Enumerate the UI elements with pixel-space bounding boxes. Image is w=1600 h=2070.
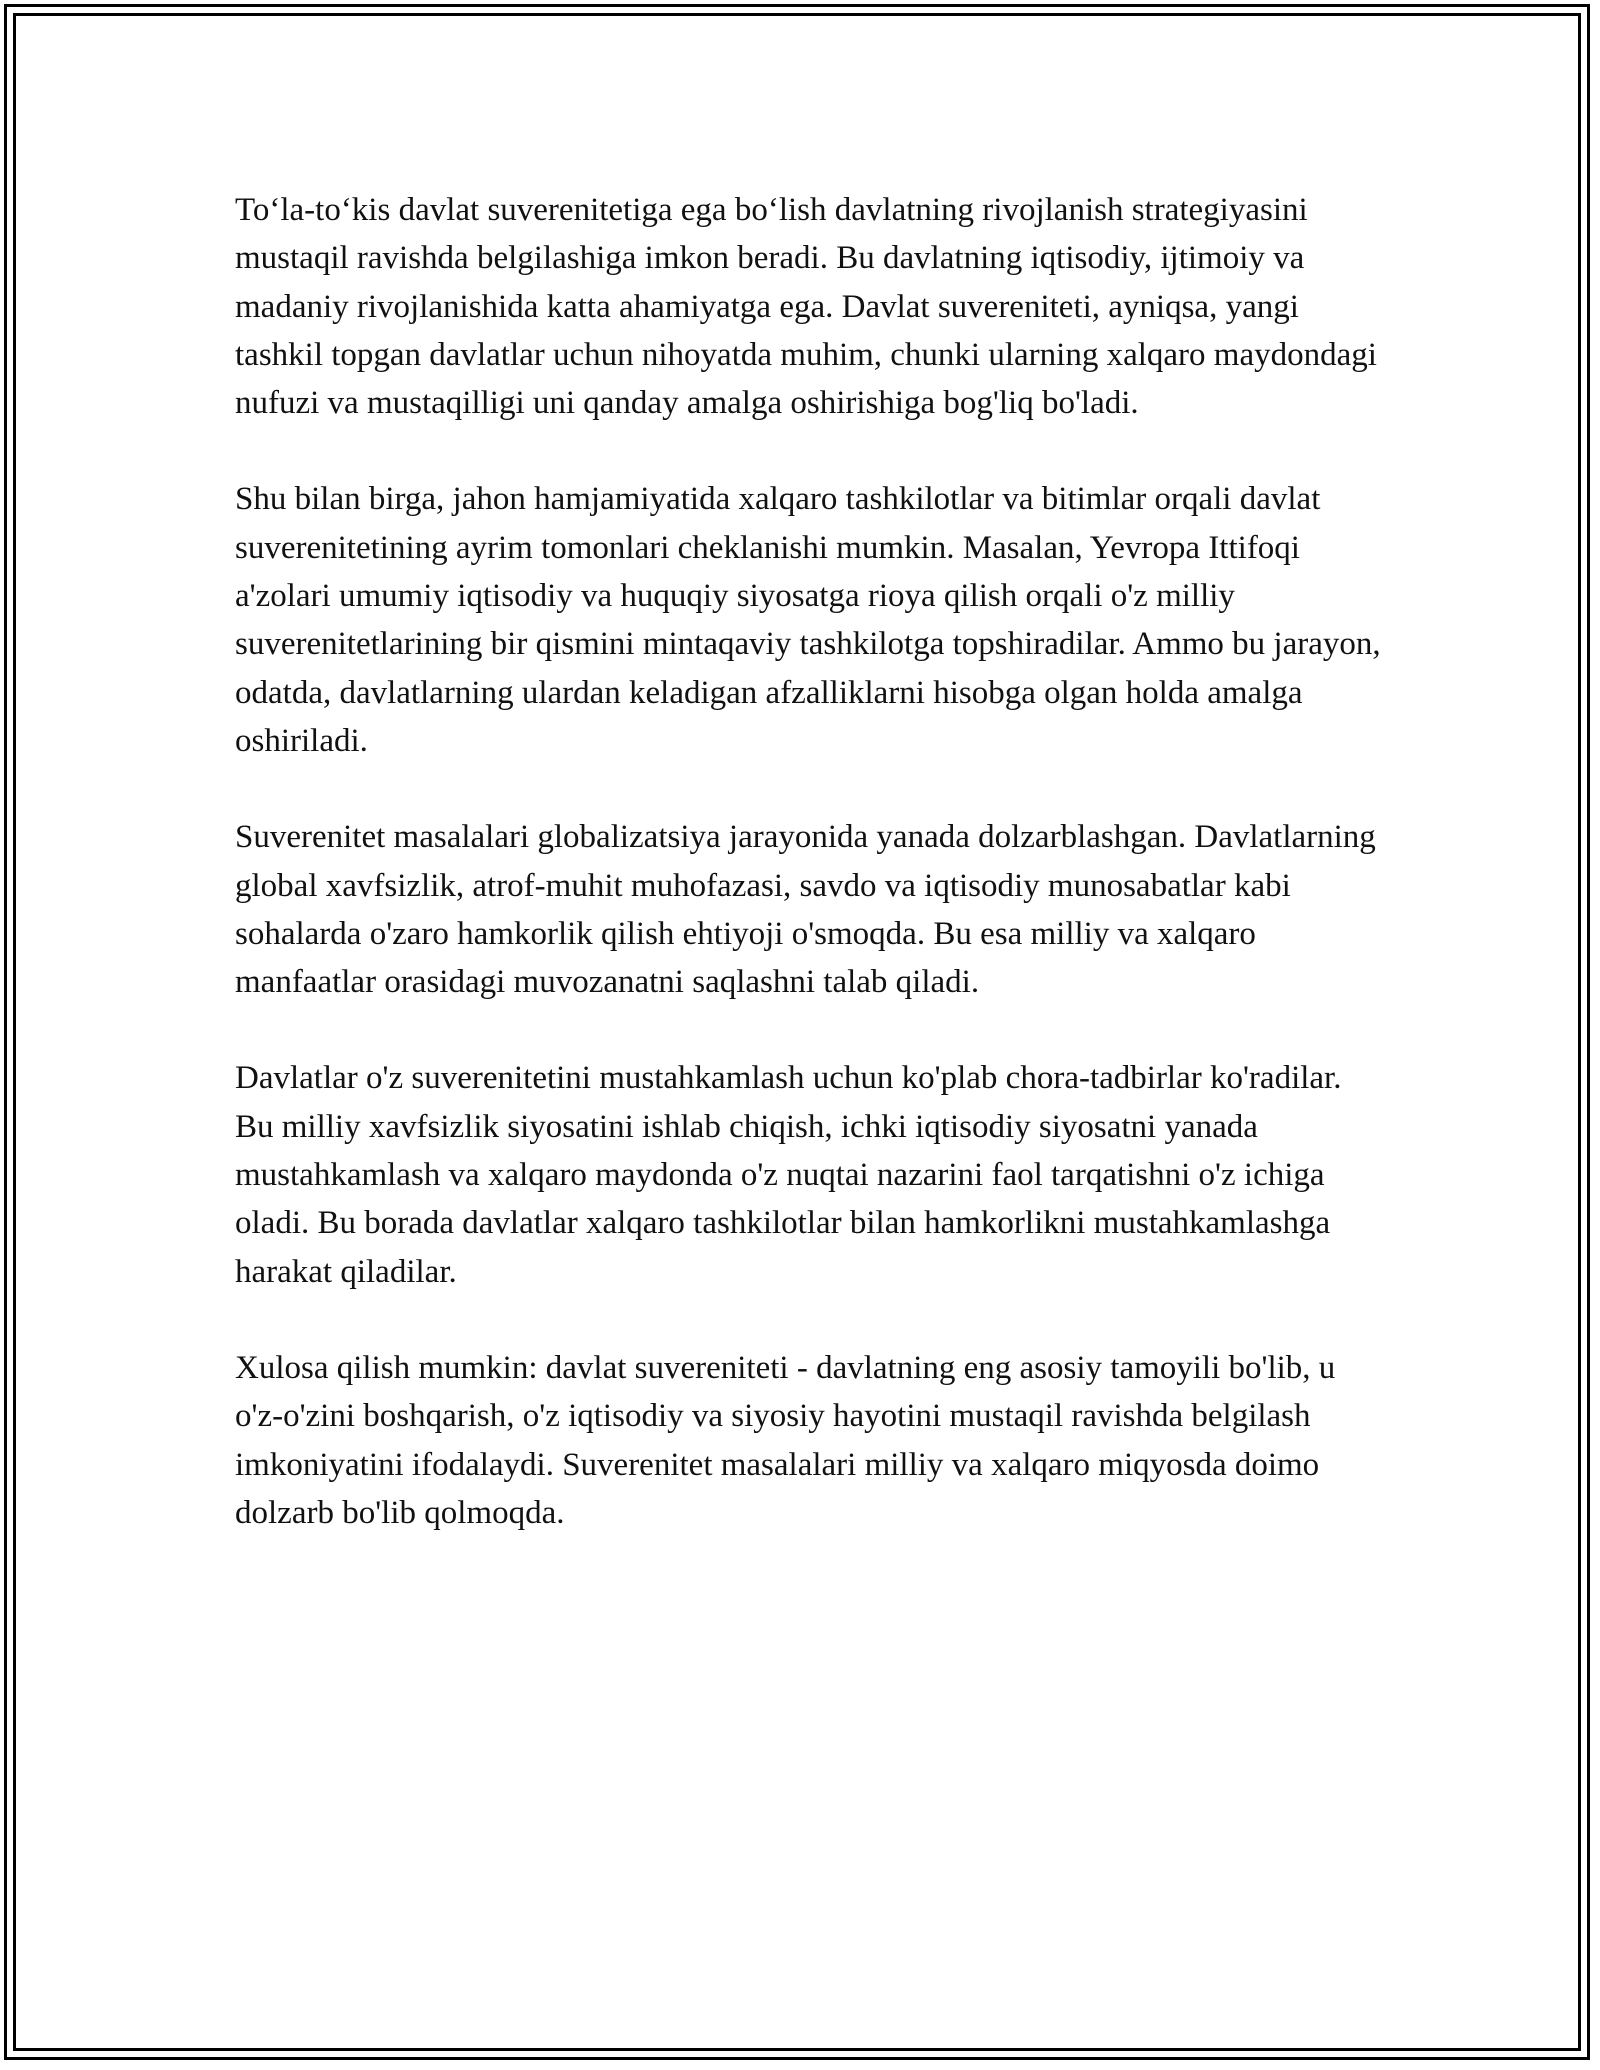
document-body (235, 186, 1385, 1585)
paragraph-1: To‘la-to‘kis davlat suverenitetiga ega bo‘lish davlatning rivojlanish strategiyasini mustaqil ravishda belgilashiga imkon beradi. Bu davlatning iqtisodiy, ijtimoiy va madaniy rivojlanishida katta ahamiyatga ega. Davlat suvereniteti, ayniqsa, yangi tashkil topgan davlatlar uchun nihoyatda muhim, chunki ularning xalqaro maydondagi nufuzi va mustaqilligi uni qanday amalga oshirishiga bog'liq bo'ladi. (235, 192, 1377, 422)
paragraph-5: Xulosa qilish mumkin: davlat suvereniteti - davlatning eng asosiy tamoyili bo'lib, u o'z-o'zini boshqarish, o'z iqtisodiy va siyosiy hayotini mustaqil ravishda belgilash imkoniyatini ifodalaydi. Suverenitet masalalari milliy va xalqaro miqyosda doimo dolzarb bo'lib qolmoqda. (235, 1349, 1336, 1531)
paragraph-3: Suverenitet masalalari globalizatsiya jarayonida yanada dolzarblashgan. Davlatlarning global xavfsizlik, atrof-muhit muhofazasi, savdo va iqtisodiy munosabatlar kabi sohalarda o'zaro hamkorlik qilish ehtiyoji o'smoqda. Bu esa milliy va xalqaro manfaatlar orasidagi muvozanatni saqlashni talab qiladi. (235, 819, 1376, 1001)
paragraph-4: Davlatlar o'z suverenitetini mustahkamlash uchun ko'plab chora-tadbirlar ko'radilar. Bu milliy xavfsizlik siyosatini ishlab chiqish, ichki iqtisodiy siyosatni yanada mustahkamlash va xalqaro maydonda o'z nuqtai nazarini faol tarqatishni o'z ichiga oladi. Bu borada davlatlar xalqaro tashkilotlar bilan hamkorlikni mustahkamlashga harakat qiladilar. (235, 1060, 1342, 1290)
paragraph-2: Shu bilan birga, jahon hamjamiyatida xalqaro tashkilotlar va bitimlar orqali davlat suverenitetining ayrim tomonlari cheklanishi mumkin. Masalan, Yevropa Ittifoqi a'zolari umumiy iqtisodiy va huquqiy siyosatga rioya qilish orqali o'z milliy suverenitetlarining bir qismini mintaqaviy tashkilotga topshiradilar. Ammo bu jarayon, odatda, davlatlarning ulardan keladigan afzalliklarni hisobga olgan holda amalga oshiriladi. (235, 481, 1381, 759)
